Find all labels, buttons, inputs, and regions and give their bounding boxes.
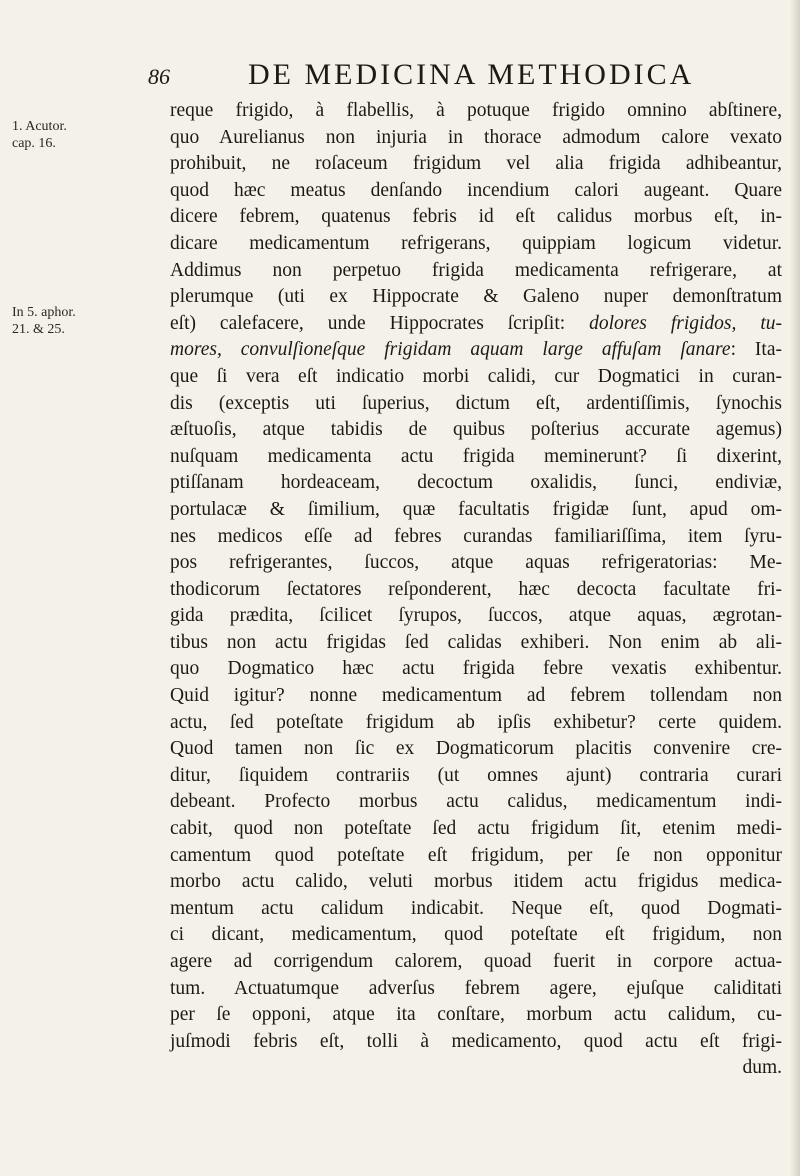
text-segment: cabit, quod non poteſtate ſed actu frigidum ſit, etenim medi- — [170, 818, 782, 840]
page-header — [148, 58, 748, 98]
text-line — [170, 710, 782, 737]
text-segment: ptiſſanam hordeaceam, decoctum oxalidis, ſunci, endiviæ, — [170, 472, 782, 494]
text-line — [170, 922, 782, 949]
text-segment: Quid igitur? nonne medicamentum ad febrem tollendam non — [170, 685, 782, 707]
margin-note-1 — [12, 118, 102, 152]
text-segment: gida prædita, ſcilicet ſyrupos, ſuccos, atque aquas, ægrotan- — [170, 605, 782, 627]
text-line — [170, 204, 782, 231]
text-line — [170, 337, 782, 364]
text-segment: dicare medicamentum refrigerans, quippiam logicum videtur. — [170, 232, 782, 254]
text-line — [170, 949, 782, 976]
text-segment: reque frigido, à flabellis, à potuque frigido omnino abſtinere, — [170, 100, 782, 121]
page-edge-shadow — [790, 0, 800, 1176]
text-segment: dis (exceptis uti ſuperius, dictum eſt, ardentiſſimis, ſynochis — [170, 392, 782, 414]
text-line — [170, 1029, 782, 1056]
text-segment: tum. Actuatumque adverſus febrem agere, ejuſque caliditati — [170, 977, 782, 999]
text-segment: ci dicant, medicamentum, quod poteſtate eſt frigidum, non — [170, 924, 782, 946]
text-segment: pos refrigerantes, ſuccos, atque aquas refrigeratorias: Me- — [170, 552, 782, 574]
text-line — [170, 258, 782, 285]
text-line — [170, 816, 782, 843]
text-segment: actu, ſed poteſtate frigidum ab ipſis exhibetur? certe quidem. — [170, 711, 782, 733]
body-text — [170, 98, 782, 1082]
text-segment: debeant. Profecto morbus actu calidus, medicamentum indi- — [170, 791, 782, 813]
text-segment: camentum quod poteſtate eſt frigidum, per ſe non opponitur — [170, 844, 782, 866]
text-segment: que ſi vera eſt indicatio morbi calidi, cur Dogmatici in curan- — [170, 365, 782, 387]
text-segment: prohibuit, ne roſaceum frigidum vel alia frigida adhibeantur, — [170, 153, 782, 175]
margin-note-line: 21. & 25. — [12, 322, 65, 337]
text-line — [170, 656, 782, 683]
text-line — [170, 524, 782, 551]
text-segment: quo Dogmatico hæc actu frigida febre vexatis exhibentur. — [170, 658, 782, 680]
text-line — [170, 98, 782, 125]
text-segment: dicere febrem, quatenus febris id eſt calidus morbus eſt, in- — [170, 206, 782, 228]
text-line — [170, 976, 782, 1003]
text-segment: ditur, ſiquidem contrariis (ut omnes ajunt) contraria curari — [170, 764, 782, 786]
text-line — [170, 896, 782, 923]
text-line — [170, 843, 782, 870]
italic-segment: mores, convulſioneſque frigidam aquam large affuſam ſanare — [170, 339, 731, 361]
text-line — [170, 284, 782, 311]
text-segment: nuſquam medicamenta actu frigida meminerunt? ſi dixerint, — [170, 445, 782, 467]
text-line — [170, 763, 782, 790]
text-line — [170, 231, 782, 258]
text-line — [170, 550, 782, 577]
text-line — [170, 151, 782, 178]
italic-segment: dolores frigidos, tu- — [589, 312, 782, 334]
text-segment: per ſe opponi, atque ita conſtare, morbum actu calidum, cu- — [170, 1004, 782, 1026]
text-line — [170, 736, 782, 763]
text-segment: Addimus non perpetuo frigida medicamenta refrigerare, at — [170, 259, 782, 281]
text-line — [170, 1055, 782, 1082]
text-line — [170, 470, 782, 497]
text-segment: eſt) calefacere, unde Hippocrates ſcripſit: — [170, 312, 590, 334]
text-segment: æſtuoſis, atque tabidis de quibus poſterius accurate agemus) — [170, 419, 782, 441]
text-segment: quo Aurelianus non injuria in thorace admodum calore vexato — [170, 126, 782, 148]
text-line — [170, 178, 782, 205]
text-segment: thodicorum ſectatores reſponderent, hæc decocta facultate fri- — [170, 578, 782, 600]
margin-note-2 — [12, 304, 102, 338]
margin-note-line: 1. Acutor. — [12, 119, 67, 134]
text-line — [170, 417, 782, 444]
text-segment: plerumque (uti ex Hippocrate & Galeno nuper demonſtratum — [170, 286, 782, 308]
text-segment: mentum actu calidum indicabit. Neque eſt, quod Dogmati- — [170, 897, 782, 919]
margin-note-line: In 5. aphor. — [12, 305, 76, 320]
text-segment: quod hæc meatus denſando incendium calori augeant. Quare — [170, 179, 782, 201]
running-head: DE MEDICINA METHODICA — [248, 58, 695, 91]
text-line — [170, 683, 782, 710]
text-segment: portulacæ & ſimilium, quæ facultatis frigidæ ſunt, apud om- — [170, 498, 782, 520]
text-line — [170, 125, 782, 152]
text-line — [170, 364, 782, 391]
text-segment: morbo actu calido, veluti morbus itidem actu frigidus medica- — [170, 871, 782, 893]
text-segment: juſmodi febris eſt, tolli à medicamento, quod actu eſt frigi- — [170, 1030, 782, 1052]
text-line — [170, 497, 782, 524]
text-segment: dum. — [742, 1057, 782, 1079]
text-segment: nes medicos eſſe ad febres curandas familiariſſima, item ſyru- — [170, 525, 782, 547]
page-number: 86 — [148, 64, 170, 89]
text-line — [170, 391, 782, 418]
text-line — [170, 444, 782, 471]
text-line — [170, 869, 782, 896]
text-line — [170, 311, 782, 338]
text-segment: agere ad corrigendum calorem, quoad fuerit in corpore actua- — [170, 951, 782, 972]
text-segment: Quod tamen non ſic ex Dogmaticorum placitis convenire cre- — [170, 738, 782, 760]
text-segment: : Ita- — [730, 339, 782, 361]
text-line — [170, 1002, 782, 1029]
text-line — [170, 577, 782, 604]
margin-note-line: cap. 16. — [12, 136, 56, 151]
text-line — [170, 789, 782, 816]
text-line — [170, 603, 782, 630]
text-segment: tibus non actu frigidas ſed calidas exhiberi. Non enim ab ali- — [170, 631, 782, 653]
text-line — [170, 630, 782, 657]
